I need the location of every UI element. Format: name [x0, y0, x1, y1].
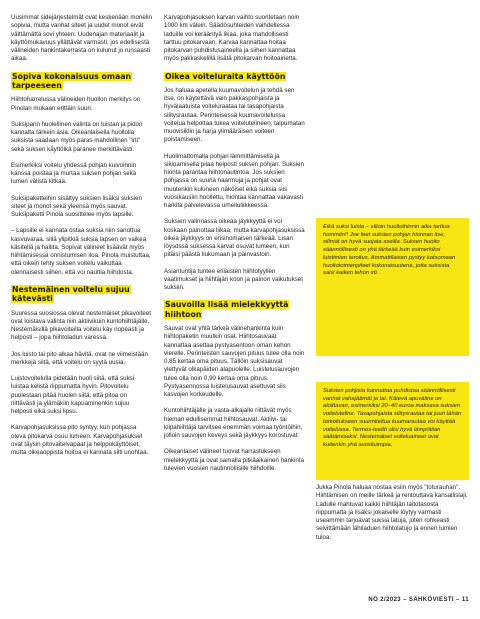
paragraph: Kuntohiihtäjälle ja vasta-alkajalle riittävät myös hieman edullisemmat hiihtosauvat. Aktiivi- tai kilpahiihtäjä tarvitsee enemmän voimaa työntöihin, jolloin sauvojen keveys sekä jäykkyys korostuvat. [164, 407, 303, 440]
paragraph: Suksipaketteihin sisältyy suksien lisäksi suksien siteet ja monot sekä yleensä myös sauvat. Suksipaketti Pinola suosittelee myös lapsille. [11, 194, 143, 219]
paragraph: Suuressa suosiossa olevat nestemäiset pikavoiteet ovat loistava valinta niin aktiivikuin kuntohiihtäjälle. Nestemäisillä pikavoiteilla voitelu käy nopeasti ja helposti – jopa hiihtoladun varessa. [11, 309, 151, 342]
article-column-2 [164, 14, 305, 481]
section-heading [164, 300, 305, 319]
section-heading [11, 72, 152, 91]
article-column-3 [316, 484, 469, 550]
paragraph: Suksien valinnassa oikeaa jäykkyyttä ei voi koskaan painottaa liikaa, mutta karvapohjasuksissa oikea jäykkyys on erisinomaisen tärkeää. Lisan löysdssä suksessa karvat osuvat lumeen, kun pitäisi päästä liukumaan ja päinvastoin. [164, 218, 305, 259]
section-heading [164, 72, 305, 81]
section-heading-text: Sauvoilla lisää mielekkyyttä hiihtoon [165, 300, 289, 319]
paragraph: Asiantuntija tuntee erilaisten hiihtotyylien vaatimukset ja hiihtäjän koon ja painon vaikutukset suksiin. [164, 267, 303, 292]
paragraph: Jos luisto tai pito alkaa hävitä, ovat ne viimeistään merkkejä siitä, että voitelu on syytä uusia. [11, 350, 148, 366]
article-column-1 [11, 14, 152, 465]
section-heading-text: Nestemäinen voitelu sujuu kätevästi [12, 284, 130, 304]
paragraph: Suksiparin huolellinen valinta on luistan ja pidon kannalta tärkein asia. Oikeanlaisella huollolla suksista saadaan myös paras mahdollinen "irti" sekä suksen käyttöikä paranee merkittävästi. [11, 120, 143, 153]
paragraph: Sauvat ovat yhtä tärkeä välinehankinta kuin hiihtopaketin muutkin osat. Hiihtosauvaat kannattaa asettaa pystyasentoon oman kehon vierelle. Perinteisten sauvojen pituus tulee olla noin 0,85 kertaa oma pituus. Tällöin suksisauvat ylettyvät olkapäiden alapuolelle. Luistelusauvojen tulee olla noin 0,90 kertaa oma pituus. Pystyasennossa luistelusauvat asettuvat siis kasvojen korkeudelle. [164, 325, 305, 399]
paragraph: Jukka Pinola haluaa nostaa esiin myös "toturauhan". Hiihtämisen on meille tärkeä ja rentouttava kansallislaji. Ladulle mahtuvat kaikki hiihtäjän taitotasosta riippumatta ja lisäksi jokaiselle löytyy varmasti useammin tarjoavat suksia latuja, joten rohkeasti selvittämään lähiladuen hiihtolatujo ja ennen lumien tuloa. [316, 484, 468, 541]
paragraph: – Lapsille ei kannata ostaa suksia niin sanottua kasvuvaraa, sillä ylipitkiä suksia lapsen on vaikea käsitellä ja hallita. Sopivat välineet lisäävät myös hiihtämisessä onnistumisen iloa. Pinola muistuttaa, että oikein tehty suksen voitelu vaikuttaa olennaisesti siihen, että voi nauttia hiihdosta. [11, 227, 151, 276]
paragraph: Huolimattomalla pohjan lämmittämisellä ja sikloamisella pilaa helposti suksen pohjan. Suksien hionta parantaa hiihtonautintoa. Jos suksien pohjassa on suuria naarmuja ja pohjat ovat muutenkin kuluneen näköiset eikä suksia siis vuosikausiin huollettu, hiontaa kannattaa vakavasti harkita palvelevassa urheiluliikkeessä. [164, 152, 304, 210]
section-heading [11, 285, 152, 304]
paragraph: Oikeanlaiset välineet tuovat harrastukseen mielekkyyttä ja ovat samalla pitkäaikainen hankinta tulevien vuosien nautinnollisille hiihdoille. [164, 448, 304, 472]
paragraph: Esimerkiksi voitelu yhdessä pohjan kuivoinnin kanssa poistaa ja murtaa suksen pohjan sekä lumen välistä kitkaa. [11, 161, 137, 186]
page-footer: NO 2/2023 – SÄHKÖVIESTI – 11 [368, 597, 469, 603]
paragraph: Hiihtoharrelussa välineiden huollon merkitys on Pinolan mukaan erittäin suuri. [11, 96, 141, 112]
paragraph: Karvapohjasuksissa pito syntyy, kun pohjassa oleva pitokarva osuu lumeen. Karvapohjasukset ovat täysin pitovaitelvapaat ja helppokäyttöiset, mutta oikeaoppista hoitoa ei kannata silti unohtaa. [11, 424, 149, 457]
caption-box [316, 382, 469, 480]
paragraph: Jos haluaa apetella kuumavoitelun ja tehdä sen itse, on käytettävä vain pakkaspohjaista ja hyvälaatuista voiteluraataa tai tasapohjaista silitysrautaa. Perinteisessä kuumavoitelussa voitelua helpottaa tukea voitelutelineen, taipumatan muovisiklin ja harja ylimääräisen voiteen poistamiseen. [164, 86, 305, 144]
paragraph: Luistovoitelulla pidetään huoli siitä, että suksi luistaa kelistä riippumatta hyvin. Pitovoitelu puolestaan pitää huolen siitä, että pitoa on riittävästi ja ylämäkiin kapuaminenkin sujuu helposti eikä suksi lipsu. [11, 375, 135, 416]
caption-text: Suksien pohjista kannattaa puhdistaa säännöllisesti vanhat vahajäämät ja lat. Kätevä apuväline on aloittavan, esimerkiksi 20–40 euroa maksava suksien voitelutellne. Tasapohjaista silitysrautaa tai juuri tähän tarkoitukseen suunniteltua kuumarautaa voi käyttää voitelussa. Termos-teeltti olisi hyvä lämpötilan säätämiseksi. Nestemäiset voiteluaineet ovat kuitenkin yhä suosituimpia. [323, 388, 462, 448]
paragraph: Karvapohjasuksen karvan vaihto suoritetaan noin 1000 km välein. Säädösuhteiden vaihdellessa laduille voi kerääntyä likaa, joka mahdollisesti tarttuu pitokarvaan. Karvaa kannattaa hoitaa pitokarvan puhdistusaineella ja siihen kannattaa myös pakkaskelillä lisätä pitokarvan hoitoainetta. [164, 14, 300, 63]
caption-box [316, 218, 469, 356]
section-heading-text: Oikea voiteluraita käyttöön [165, 71, 286, 81]
caption-text: Eikä suksi luista – silloin huoltoihinnin aika tarttua hommiin!! Joe feet suksien pohjan hionnan itse, sillmät on hyvä suojata aseilla. Suksen huolto säännöllisesti on yhä tärkeää kuin esimerkiksi luistimien teroitus. Ammattilaisen pystyy katsomaan huoltotoimenpiteet kokonaisuutena, jotta suksista saisi kaiken tehon irti. [323, 224, 456, 277]
paragraph: Uusimmat sidejärjestelmät ovat keskenään monelin sopivia, mutta vanhat siteet ja uudet monot eivät välttämättä sovi yhteen. Uudenajan materiaalit ja käyttömukavuus yllättävät varmasti, jos edellisestä välineiden hankintakerrasta on kulunut jo runsaasti aikaa. [11, 14, 153, 63]
section-heading-text: Sopiva kokonaisuus omaan tarpeeseen [12, 71, 132, 90]
